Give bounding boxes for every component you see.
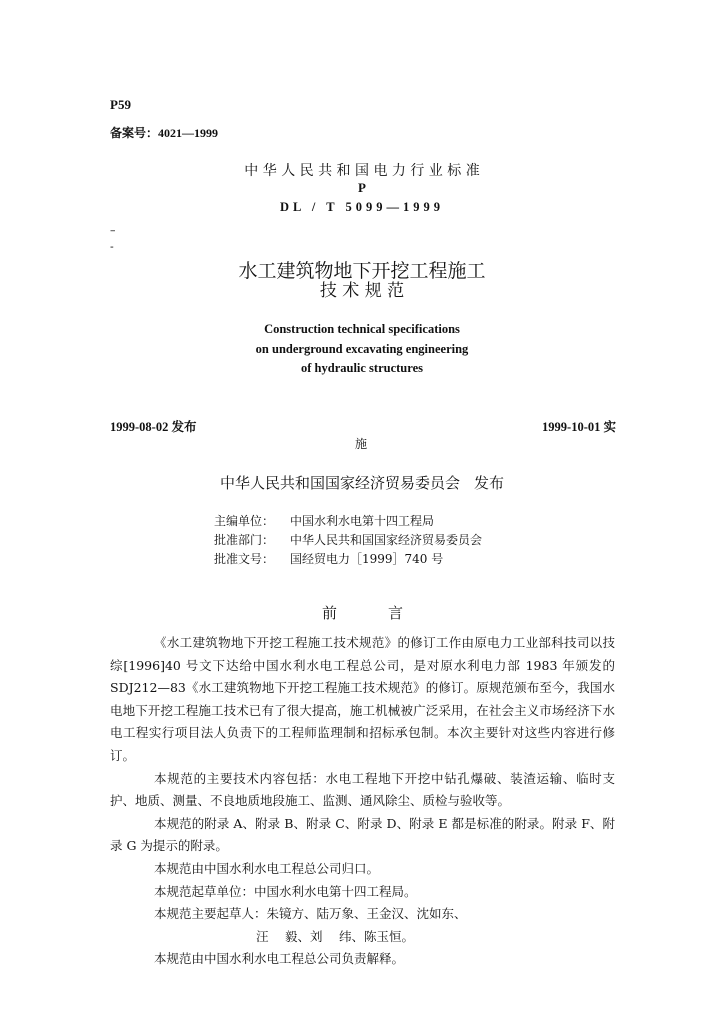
meta-chief-editor: [214, 512, 434, 529]
foreword-title-left: 前: [322, 604, 338, 622]
paragraph: 《水工建筑物地下开挖工程施工技术规范》的修订工作由原电力工业部科技司以技综[1996]40 号文下达给中国水利水电工程总公司，是对原水利电力部 1983 年颁发的 SDJ212—83《水工建筑物地下开挖工程施工技术规范》的修订。原规范颁布至今，我国水电地下开挖工程施工技术已有了很大提高，施工机械被广泛采用，在社会主义市场经济下水电工程实行项目法人负责下的工程师监理制和招标承包制。本次主要针对这些内容进行修订。: [110, 635, 615, 763]
effective-date-wrap: 施: [355, 437, 368, 451]
title-en-line1: Construction technical specifications: [264, 322, 460, 336]
paragraph: 本规范主要起草人：朱镜方、陆万象、王金汉、沈如东、: [154, 906, 467, 922]
record-number: 备案号：4021—1999: [110, 126, 219, 140]
title-cn-line2: 技 术 规 范: [319, 281, 405, 301]
paragraph: 本规范起草单位：中国水利水电第十四工程局。: [154, 883, 417, 899]
paragraph: 汪 毅、刘 纬、陈玉恒。: [256, 928, 414, 944]
margin-mark: -: [110, 240, 114, 253]
meta-label: 主编单位：: [214, 514, 275, 528]
meta-approving-dept: [214, 531, 482, 548]
meta-label: 批准文号：: [214, 552, 275, 566]
page-code: P59: [110, 97, 131, 112]
margin-mark: –: [110, 224, 116, 237]
effective-date: 1999-10-01 实: [542, 420, 616, 434]
meta-value: 中国水利水电第十四工程局: [290, 514, 435, 528]
meta-label: 批准部门：: [214, 533, 275, 547]
paragraph: 本规范的附录 A、附录 B、附录 C、附录 D、附录 E 都是标准的附录。附录 F、附录 G 为提示的附录。: [110, 815, 615, 854]
title-en-line2: on underground excavating engineering: [255, 342, 469, 356]
title-cn-line1: 水工建筑物地下开挖工程施工: [238, 260, 486, 282]
paragraph: 本规范由中国水利水电工程总公司归口。: [154, 860, 380, 876]
paragraph: 本规范的主要技术内容包括：水电工程地下开挖中钻孔爆破、装渣运输、临时支护、地质、测量、不良地质地段施工、监测、通风除尘、质检与验收等。: [110, 770, 615, 809]
standard-header: 中 华 人 民 共 和 国 电 力 行 业 标 准: [244, 163, 480, 179]
paragraph: 本规范由中国水利水电工程总公司负责解释。: [154, 951, 405, 967]
publisher: 中华人民共和国国家经济贸易委员会: [220, 474, 461, 492]
foreword-body: [110, 632, 615, 971]
foreword-title-right: 言: [388, 604, 404, 622]
issue-date: 1999-08-02 发布: [110, 420, 197, 434]
publish-label: 发布: [474, 474, 505, 492]
meta-value: 国经贸电力［1999］740 号: [290, 552, 444, 566]
title-en-line3: of hydraulic structures: [301, 361, 423, 375]
meta-approval-doc: [214, 550, 443, 567]
meta-value: 中华人民共和国国家经济贸易委员会: [290, 533, 483, 547]
standard-number: DL / T 5099—1999: [280, 200, 444, 214]
category-letter: P: [358, 180, 366, 195]
